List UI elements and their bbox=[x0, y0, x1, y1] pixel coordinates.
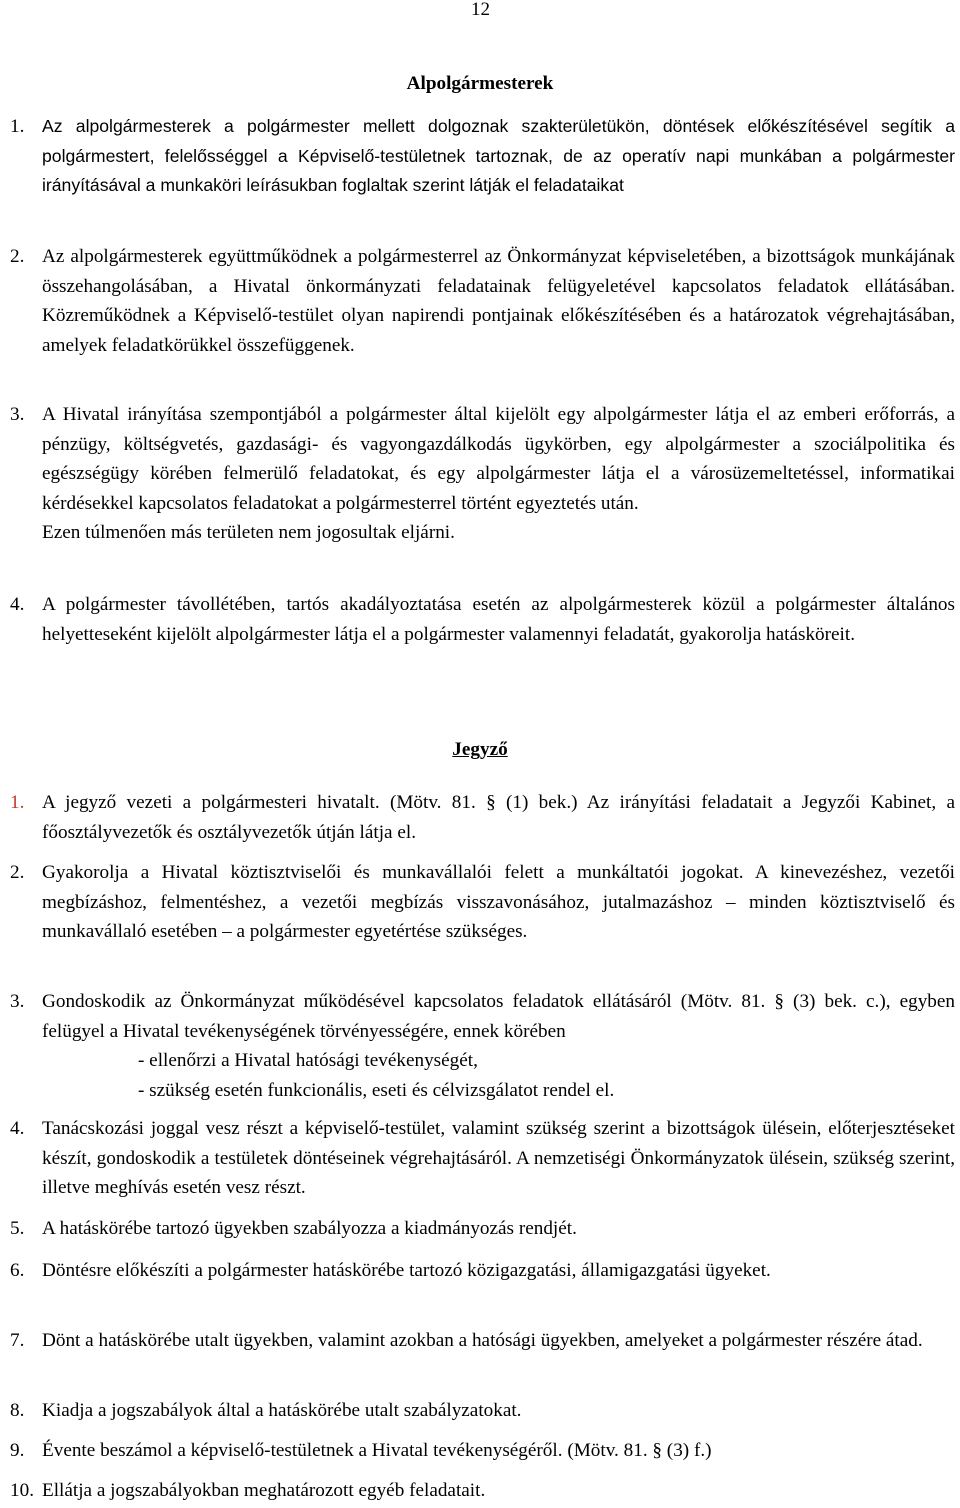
list-item bbox=[10, 1326, 955, 1356]
item-number: 5. bbox=[10, 1218, 25, 1239]
item-number: 9. bbox=[10, 1440, 25, 1461]
item-number: 7. bbox=[10, 1330, 25, 1351]
item-number: 2. bbox=[10, 246, 25, 267]
item-number: 2. bbox=[10, 862, 25, 883]
list-item bbox=[10, 1436, 955, 1466]
item-text: Gondoskodik az Önkormányzat működésével kapcsolatos feladatok ellátásáról (Mötv. 81. § (3) bek. c.), egyben felügyel a Hivatal tevékenységének törvényességére, ennek körében bbox=[42, 991, 955, 1042]
list-item bbox=[10, 242, 955, 360]
section-title-alpolgarmesterek: Alpolgármesterek bbox=[406, 73, 554, 94]
list-item bbox=[10, 1396, 955, 1426]
item-text: Az alpolgármesterek együttműködnek a polgármesterrel az Önkormányzat képviseletében, a bizottságok munkájának összehangolásában, a Hivatal önkormányzati feladatainak felügyeletével kapcsolatos feladatok ellátásában. Közreműködnek a Képviselő-testület olyan napirendi pontjainak előkészítésében és a határozatok végrehajtásában, amelyek feladatkörükkel összefüggenek. bbox=[42, 246, 955, 356]
item-text: Ellátja a jogszabályokban meghatározott egyéb feladatait. bbox=[42, 1480, 486, 1501]
item-text: Döntésre előkészíti a polgármester hatáskörébe tartozó közigazgatási, államigazgatási ügyeket. bbox=[42, 1260, 771, 1281]
item-number: 10. bbox=[10, 1480, 34, 1501]
item-extra-text: Ezen túlmenően más területen nem jogosultak eljárni. bbox=[42, 522, 455, 544]
sub-item: - ellenőrzi a Hivatal hatósági tevékenységét, bbox=[138, 1050, 478, 1072]
list-item bbox=[10, 788, 955, 847]
list-item bbox=[10, 1114, 955, 1203]
item-number: 4. bbox=[10, 594, 25, 615]
item-text: Gyakorolja a Hivatal köztisztviselői és munkavállalói felett a munkáltatói jogokat. A kinevezéshez, vezetői megbízáshoz, felmentéshez, a vezetői megbízás visszavonásához, jutalmazáshoz – minden köztisztviselő és munkavállaló esetében – a polgármester egyetértése szükséges. bbox=[42, 862, 955, 943]
item-number: 8. bbox=[10, 1400, 25, 1421]
list-item bbox=[10, 112, 955, 201]
item-number: 3. bbox=[10, 991, 25, 1012]
item-number: 1. bbox=[10, 116, 25, 137]
list-item bbox=[10, 987, 955, 1105]
item-text: Tanácskozási joggal vesz részt a képviselő-testület, valamint szükség szerint a bizottságok ülésein, előterjesztéseket készít, gondoskodik a testületek döntéseinek végrehajtásáról. A nemzetiségi Önkormányzatok ülésein, szükség szerint, illetve meghívás esetén vesz részt. bbox=[42, 1118, 955, 1199]
list-item bbox=[10, 1256, 955, 1286]
item-text: A polgármester távollétében, tartós akadályoztatása esetén az alpolgármesterek közül a polgármester általános helyetteseként kijelölt alpolgármester látja el a polgármester valamennyi feladatát, gyakorolja hatásköreit. bbox=[42, 594, 955, 645]
item-text: A jegyző vezeti a polgármesteri hivatalt. (Mötv. 81. § (1) bek.) Az irányítási feladatait a Jegyzői Kabinet, a főosztályvezetők és osztályvezetők útján látja el. bbox=[42, 792, 955, 843]
item-text: Évente beszámol a képviselő-testületnek a Hivatal tevékenységéről. (Mötv. 81. § (3) f.) bbox=[42, 1440, 712, 1461]
list-item bbox=[10, 1214, 955, 1244]
sub-item: - szükség esetén funkcionális, eseti és célvizsgálatot rendel el. bbox=[138, 1079, 615, 1101]
page-number: 12 bbox=[471, 0, 490, 20]
item-text: Dönt a hatáskörébe utalt ügyekben, valamint azokban a hatósági ügyekben, amelyeket a polgármester részére átad. bbox=[42, 1330, 923, 1351]
item-text: A hatáskörébe tartozó ügyekben szabályozza a kiadmányozás rendjét. bbox=[42, 1218, 577, 1239]
item-text: Kiadja a jogszabályok által a hatáskörébe utalt szabályzatokat. bbox=[42, 1400, 522, 1421]
item-number: 3. bbox=[10, 404, 25, 425]
item-text: Az alpolgármesterek a polgármester mellett dolgoznak szakterületükön, döntések előkészítésével segítik a polgármestert, felelősséggel a Képviselő-testületnek tartoznak, de az operatív napi munkában a polgármester irányításával a munkaköri leírásukban foglaltak szerint látják el feladataikat bbox=[42, 116, 955, 196]
item-number: 1. bbox=[10, 792, 25, 813]
item-number: 6. bbox=[10, 1260, 25, 1281]
section-title-jegyzo: Jegyző bbox=[452, 739, 508, 760]
item-number: 4. bbox=[10, 1118, 25, 1139]
list-item bbox=[10, 400, 955, 548]
item-text: A Hivatal irányítása szempontjából a polgármester által kijelölt egy alpolgármester látja el az emberi erőforrás, a pénzügy, költségvetés, gazdasági- és vagyongazdálkodás ügykörben, egy alpolgármester a szociálpolitika és egészségügy körében felmerülő feladatokat, és egy alpolgármester látja el a városüzemeltetéssel, informatikai kérdésekkel kapcsolatos feladatokat a polgármesterrel történt egyeztetés után. bbox=[42, 404, 955, 514]
list-item bbox=[10, 590, 955, 649]
list-item bbox=[10, 1476, 955, 1506]
list-item bbox=[10, 858, 955, 947]
